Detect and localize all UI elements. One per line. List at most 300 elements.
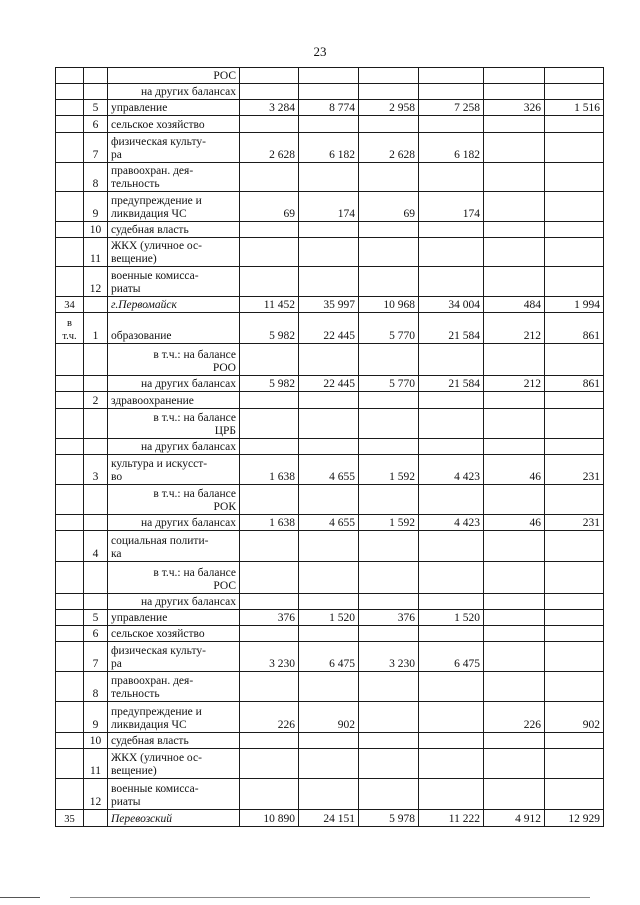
row-name-cell: культура и искусст- во	[108, 455, 240, 485]
value-cell	[484, 163, 545, 192]
value-cell: 5 770	[359, 313, 419, 344]
value-cell	[545, 344, 604, 376]
value-cell	[484, 749, 545, 779]
value-cell	[419, 222, 484, 238]
row-code-cell	[56, 84, 84, 100]
value-cell	[299, 779, 359, 810]
row-name-cell: на других балансах	[108, 376, 240, 392]
value-cell	[240, 594, 299, 610]
value-cell	[545, 779, 604, 810]
value-cell	[240, 68, 299, 84]
row-number-cell	[84, 68, 108, 84]
row-code-cell: 34	[56, 297, 84, 313]
value-cell	[299, 68, 359, 84]
row-number-cell: 4	[84, 531, 108, 562]
row-number-cell: 7	[84, 133, 108, 163]
row-code-cell	[56, 610, 84, 626]
value-cell	[545, 116, 604, 133]
row-code-cell	[56, 626, 84, 642]
value-cell: 6 182	[419, 133, 484, 163]
row-number-cell: 5	[84, 610, 108, 626]
table-row	[56, 409, 604, 439]
value-cell	[484, 84, 545, 100]
value-cell	[545, 192, 604, 222]
value-cell: 21 584	[419, 313, 484, 344]
value-cell	[359, 733, 419, 749]
table-row	[56, 531, 604, 562]
value-cell: 22 445	[299, 376, 359, 392]
row-number-cell: 7	[84, 642, 108, 672]
value-cell	[484, 626, 545, 642]
table-row	[56, 267, 604, 297]
table-row	[56, 84, 604, 100]
value-cell: 1 638	[240, 515, 299, 531]
row-code-cell	[56, 68, 84, 84]
value-cell	[299, 267, 359, 297]
value-cell: 861	[545, 313, 604, 344]
value-cell	[419, 392, 484, 409]
value-cell	[484, 610, 545, 626]
row-code-cell	[56, 392, 84, 409]
row-code-cell	[56, 485, 84, 515]
row-name-cell: военные комисса- риаты	[108, 267, 240, 297]
value-cell	[240, 531, 299, 562]
row-code-cell: в т.ч.	[56, 313, 84, 344]
row-number-cell: 11	[84, 238, 108, 267]
value-cell	[359, 267, 419, 297]
value-cell: 10 968	[359, 297, 419, 313]
value-cell: 6 475	[299, 642, 359, 672]
value-cell	[419, 531, 484, 562]
value-cell: 69	[359, 192, 419, 222]
row-number-cell: 12	[84, 779, 108, 810]
value-cell	[240, 222, 299, 238]
value-cell: 34 004	[419, 297, 484, 313]
row-code-cell	[56, 455, 84, 485]
value-cell	[299, 485, 359, 515]
row-name-cell: ЖКХ (уличное ос- вещение)	[108, 238, 240, 267]
row-code-cell	[56, 100, 84, 116]
row-code-cell	[56, 733, 84, 749]
row-code-cell	[56, 515, 84, 531]
value-cell	[299, 222, 359, 238]
value-cell	[359, 594, 419, 610]
value-cell: 6 475	[419, 642, 484, 672]
table-row	[56, 562, 604, 594]
table-row	[56, 376, 604, 392]
value-cell	[484, 439, 545, 455]
table-row	[56, 702, 604, 733]
value-cell	[359, 702, 419, 733]
row-code-cell	[56, 238, 84, 267]
table-row	[56, 392, 604, 409]
value-cell	[545, 267, 604, 297]
row-name-cell: г.Первомайск	[108, 297, 240, 313]
value-cell	[419, 594, 484, 610]
row-number-cell: 8	[84, 672, 108, 702]
value-cell: 5 978	[359, 810, 419, 827]
row-name-cell: на других балансах	[108, 84, 240, 100]
value-cell: 1 520	[299, 610, 359, 626]
value-cell: 6 182	[299, 133, 359, 163]
value-cell: 212	[484, 376, 545, 392]
row-name-cell: военные комисса- риаты	[108, 779, 240, 810]
value-cell	[545, 238, 604, 267]
row-name-cell: предупреждение и ликвидация ЧС	[108, 192, 240, 222]
value-cell	[419, 439, 484, 455]
row-name-cell: судебная власть	[108, 222, 240, 238]
row-name-cell: ЖКХ (уличное ос- вещение)	[108, 749, 240, 779]
value-cell: 376	[240, 610, 299, 626]
value-cell	[240, 163, 299, 192]
table-row	[56, 238, 604, 267]
value-cell: 46	[484, 515, 545, 531]
row-number-cell	[84, 376, 108, 392]
row-number-cell	[84, 344, 108, 376]
row-number-cell: 8	[84, 163, 108, 192]
row-number-cell: 3	[84, 455, 108, 485]
table-row	[56, 344, 604, 376]
row-number-cell: 9	[84, 192, 108, 222]
value-cell	[545, 626, 604, 642]
value-cell	[359, 749, 419, 779]
value-cell: 226	[240, 702, 299, 733]
value-cell	[299, 163, 359, 192]
row-name-cell: сельское хозяйство	[108, 626, 240, 642]
value-cell: 4 912	[484, 810, 545, 827]
value-cell	[419, 626, 484, 642]
row-number-cell: 6	[84, 626, 108, 642]
value-cell	[299, 749, 359, 779]
value-cell: 7 258	[419, 100, 484, 116]
row-code-cell	[56, 702, 84, 733]
row-number-cell	[84, 409, 108, 439]
row-name-cell: на других балансах	[108, 439, 240, 455]
value-cell: 484	[484, 297, 545, 313]
row-number-cell: 1	[84, 313, 108, 344]
footer-rule	[0, 897, 640, 899]
value-cell	[484, 192, 545, 222]
row-number-cell	[84, 810, 108, 827]
row-code-cell	[56, 344, 84, 376]
table-row	[56, 749, 604, 779]
row-number-cell	[84, 594, 108, 610]
value-cell	[240, 267, 299, 297]
value-cell	[299, 594, 359, 610]
value-cell	[299, 116, 359, 133]
value-cell: 1 638	[240, 455, 299, 485]
page-number: 23	[313, 44, 327, 59]
value-cell: 231	[545, 515, 604, 531]
row-name-cell: физическая культу- ра	[108, 133, 240, 163]
value-cell: 10 890	[240, 810, 299, 827]
row-number-cell: 6	[84, 116, 108, 133]
value-cell	[545, 133, 604, 163]
row-number-cell	[84, 515, 108, 531]
value-cell	[240, 749, 299, 779]
value-cell	[299, 531, 359, 562]
value-cell: 231	[545, 455, 604, 485]
value-cell	[419, 238, 484, 267]
table-row	[56, 68, 604, 84]
value-cell: 1 516	[545, 100, 604, 116]
row-code-cell: 35	[56, 810, 84, 827]
value-cell	[484, 133, 545, 163]
row-name-cell: образование	[108, 313, 240, 344]
row-name-cell: в т.ч.: на балансе РОО	[108, 344, 240, 376]
value-cell: 902	[299, 702, 359, 733]
value-cell	[359, 562, 419, 594]
value-cell	[359, 531, 419, 562]
row-name-cell: на других балансах	[108, 515, 240, 531]
row-code-cell	[56, 376, 84, 392]
value-cell: 1 592	[359, 515, 419, 531]
value-cell: 4 655	[299, 515, 359, 531]
value-cell: 12 929	[545, 810, 604, 827]
row-code-cell	[56, 409, 84, 439]
value-cell	[545, 485, 604, 515]
row-number-cell	[84, 439, 108, 455]
value-cell	[419, 116, 484, 133]
table-row	[56, 626, 604, 642]
value-cell: 3 230	[240, 642, 299, 672]
value-cell	[545, 392, 604, 409]
row-code-cell	[56, 642, 84, 672]
row-name-cell: сельское хозяйство	[108, 116, 240, 133]
value-cell: 46	[484, 455, 545, 485]
row-number-cell	[84, 297, 108, 313]
value-cell: 174	[299, 192, 359, 222]
value-cell	[299, 409, 359, 439]
value-cell	[240, 672, 299, 702]
table-row	[56, 116, 604, 133]
value-cell	[299, 392, 359, 409]
value-cell	[545, 84, 604, 100]
table-row	[56, 133, 604, 163]
value-cell	[299, 672, 359, 702]
table-row	[56, 779, 604, 810]
value-cell: 4 423	[419, 515, 484, 531]
value-cell: 861	[545, 376, 604, 392]
row-code-cell	[56, 116, 84, 133]
value-cell: 174	[419, 192, 484, 222]
row-number-cell: 9	[84, 702, 108, 733]
value-cell	[484, 409, 545, 439]
value-cell: 4 423	[419, 455, 484, 485]
value-cell	[359, 163, 419, 192]
value-cell	[240, 409, 299, 439]
table-row	[56, 192, 604, 222]
value-cell	[545, 163, 604, 192]
row-code-cell	[56, 562, 84, 594]
value-cell	[484, 222, 545, 238]
value-cell: 902	[545, 702, 604, 733]
value-cell	[359, 222, 419, 238]
value-cell	[240, 344, 299, 376]
value-cell	[359, 439, 419, 455]
value-cell	[484, 267, 545, 297]
value-cell	[545, 531, 604, 562]
table-row	[56, 733, 604, 749]
row-number-cell: 2	[84, 392, 108, 409]
value-cell	[359, 626, 419, 642]
table-row	[56, 610, 604, 626]
table-row	[56, 222, 604, 238]
row-code-cell	[56, 439, 84, 455]
row-number-cell: 10	[84, 733, 108, 749]
value-cell	[545, 610, 604, 626]
row-code-cell	[56, 222, 84, 238]
row-name-cell: здравоохранение	[108, 392, 240, 409]
row-code-cell	[56, 531, 84, 562]
row-number-cell: 5	[84, 100, 108, 116]
value-cell	[484, 392, 545, 409]
row-name-cell: РОС	[108, 68, 240, 84]
value-cell: 21 584	[419, 376, 484, 392]
value-cell	[484, 779, 545, 810]
value-cell: 2 958	[359, 100, 419, 116]
value-cell	[484, 485, 545, 515]
row-name-cell: социальная полити- ка	[108, 531, 240, 562]
value-cell	[419, 84, 484, 100]
value-cell	[484, 562, 545, 594]
value-cell: 5 982	[240, 376, 299, 392]
value-cell: 1 592	[359, 455, 419, 485]
value-cell	[359, 392, 419, 409]
row-code-cell	[56, 672, 84, 702]
row-name-cell: предупреждение и ликвидация ЧС	[108, 702, 240, 733]
value-cell	[359, 84, 419, 100]
row-code-cell	[56, 192, 84, 222]
row-name-cell: управление	[108, 610, 240, 626]
value-cell	[545, 409, 604, 439]
value-cell	[299, 84, 359, 100]
row-number-cell: 12	[84, 267, 108, 297]
row-code-cell	[56, 267, 84, 297]
value-cell	[359, 779, 419, 810]
value-cell	[240, 392, 299, 409]
value-cell	[545, 749, 604, 779]
row-name-cell: правоохран. дея- тельность	[108, 163, 240, 192]
table-row	[56, 439, 604, 455]
value-cell	[240, 116, 299, 133]
row-name-cell: правоохран. дея- тельность	[108, 672, 240, 702]
table-row	[56, 313, 604, 344]
table-row	[56, 100, 604, 116]
value-cell	[545, 733, 604, 749]
table-row	[56, 515, 604, 531]
value-cell	[545, 672, 604, 702]
row-name-cell: Перевозский	[108, 810, 240, 827]
value-cell	[359, 409, 419, 439]
value-cell	[299, 439, 359, 455]
value-cell	[419, 267, 484, 297]
value-cell	[359, 485, 419, 515]
row-name-cell: в т.ч.: на балансе РОС	[108, 562, 240, 594]
table-row	[56, 297, 604, 313]
value-cell	[419, 672, 484, 702]
row-name-cell: физическая культу- ра	[108, 642, 240, 672]
value-cell	[484, 344, 545, 376]
value-cell	[240, 779, 299, 810]
value-cell	[359, 344, 419, 376]
row-name-cell: в т.ч.: на балансе РОК	[108, 485, 240, 515]
value-cell: 226	[484, 702, 545, 733]
row-number-cell	[84, 84, 108, 100]
value-cell: 24 151	[299, 810, 359, 827]
value-cell	[419, 702, 484, 733]
value-cell	[240, 238, 299, 267]
value-cell	[484, 594, 545, 610]
value-cell: 11 452	[240, 297, 299, 313]
value-cell	[419, 163, 484, 192]
value-cell	[545, 439, 604, 455]
value-cell: 22 445	[299, 313, 359, 344]
value-cell	[359, 68, 419, 84]
value-cell	[484, 116, 545, 133]
table-row	[56, 594, 604, 610]
value-cell	[484, 733, 545, 749]
value-cell: 1 520	[419, 610, 484, 626]
value-cell	[419, 68, 484, 84]
value-cell	[299, 733, 359, 749]
value-cell	[545, 222, 604, 238]
value-cell	[484, 68, 545, 84]
value-cell	[240, 439, 299, 455]
value-cell: 376	[359, 610, 419, 626]
value-cell	[419, 344, 484, 376]
value-cell: 69	[240, 192, 299, 222]
row-name-cell: судебная власть	[108, 733, 240, 749]
value-cell: 1 994	[545, 297, 604, 313]
table-row	[56, 810, 604, 827]
row-name-cell: управление	[108, 100, 240, 116]
row-number-cell: 11	[84, 749, 108, 779]
value-cell	[419, 562, 484, 594]
value-cell	[545, 594, 604, 610]
value-cell: 3 230	[359, 642, 419, 672]
table-row	[56, 455, 604, 485]
table-row	[56, 672, 604, 702]
value-cell	[240, 485, 299, 515]
value-cell	[299, 562, 359, 594]
value-cell	[299, 344, 359, 376]
value-cell	[419, 485, 484, 515]
value-cell	[484, 531, 545, 562]
value-cell	[545, 562, 604, 594]
value-cell	[419, 749, 484, 779]
value-cell: 212	[484, 313, 545, 344]
value-cell: 2 628	[359, 133, 419, 163]
value-cell	[419, 779, 484, 810]
value-cell: 5 982	[240, 313, 299, 344]
value-cell	[240, 562, 299, 594]
value-cell	[240, 733, 299, 749]
value-cell: 2 628	[240, 133, 299, 163]
value-cell	[545, 642, 604, 672]
table-row	[56, 485, 604, 515]
value-cell: 3 284	[240, 100, 299, 116]
value-cell	[240, 84, 299, 100]
row-code-cell	[56, 163, 84, 192]
value-cell	[299, 238, 359, 267]
value-cell	[359, 672, 419, 702]
table-row	[56, 642, 604, 672]
value-cell: 5 770	[359, 376, 419, 392]
table-row	[56, 163, 604, 192]
value-cell	[240, 626, 299, 642]
value-cell	[419, 733, 484, 749]
